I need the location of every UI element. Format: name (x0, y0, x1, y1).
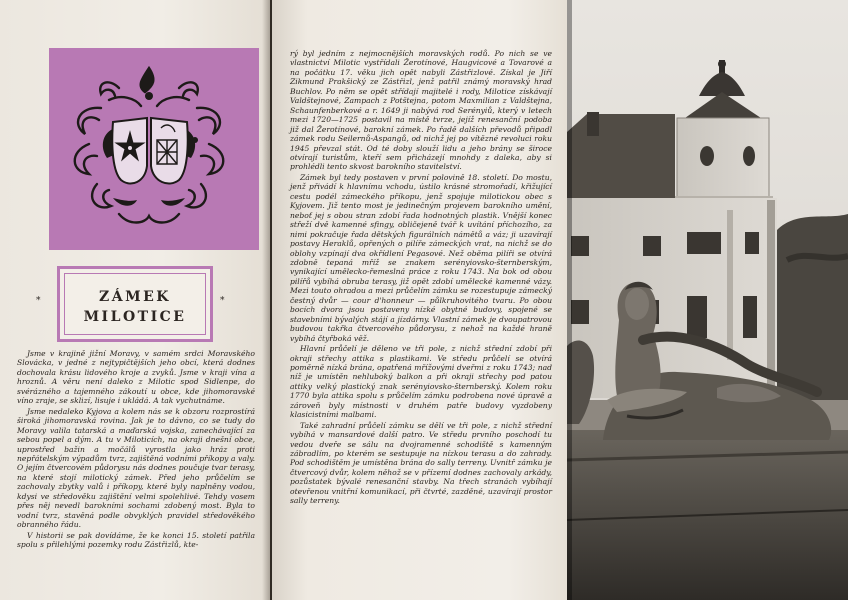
decorative-star-left: * (36, 296, 41, 306)
coat-of-arms-illustration (49, 48, 259, 250)
paragraph: Jsme nedaleko Kyjova a kolem nás se k obzoru rozprostírá široká jihomoravská rovina. Jak je to dávno, co se tudy do Moravy valila tatarská a maďarská vojska, zanechávající za sebou popel a dým. A tu v Miloticích, na okraji dnešní obce, uprostřed bažin a močálů vyrostla jako hráz proti nepřátelským výpadům tvrz, zajištěná vodními příkopy a valy. O jejím čtvercovém půdorysu nás dodnes poučuje tvar terasy, na které stojí milotický zámek. Před jeho průčelím se zachovaly zbytky valů i příkopy, které byly naplněny vodou, kdysi ve středověku zajištění velmi spolehlivé. Tehdy vosem přes něj nevedl barokními sochami zdobený most. Byla to vodní tvrz, stavěná podle obvyklých pravidel středověkého obranného řádu. (17, 406, 255, 530)
decorative-star-right: * (220, 296, 225, 306)
paragraph: rý byl jedním z nejmocnějších moravských rodů. Po nich se ve vlastnictví Milotic vystřídali Žerotínové, Haugvicové a Tovarové a na počátku 17. věku jich opět nabyli Zástřizlové. Získal je Jiří Zikmund Prakšický ze Zástřizl, jenž patřil známý moravský hrad Buchlov. Po něm se opět střídají majitelé i rody, Milotice získávají Valdštejnové, Zampach z Potštejna, potom Maxmilian z Valdštejna, Schaunfenberkové a r. 1649 ji nabývá rod Serényiů, který v letech mezi 1720—1725 postavil na místě tvrze, jejíž renesanční podoba již dal Žerotínové, barokní zámek. Po řadě dalších převodů připadl zámek rodu Seilernů-Aspangů, od nichž jej po vítězné revoluci roku 1945 převzal stát. Od té doby slouží lidu a jeho brány se široce otvírají turistům, kteří sem přicházejí mnohdy z daleka, aby si prohlédli tento skvost barokního stavitelství. (290, 49, 552, 172)
paragraph: Také zahradní průčelí zámku se dělí ve tři pole, z nichž střední vybíhá v mansardové další patro. Ve středu prvního poschodí tu vedou dveře se sálu na dvojramenné schodiště s kamenným zábradlím, po kterém se sestupuje na nízkou terasu a do zahrady. Pod schodištěm je umístěna brána do sally terreny. Uvnitř zámku je čtvercový dvůr, kolem něhož se v přízemí dodnes zachovaly arkády, pozůstatek bývalé renesanční stavby. Na třech stranách vybíhají otevřenou vnitřní komunikací, při čtvrté, zazděné, uzavírají prostor sally terreny. (290, 420, 552, 506)
left-page-text (17, 349, 255, 551)
title-line-milotice: MILOTICE (83, 309, 187, 325)
middle-page (272, 0, 567, 600)
photo-page (567, 0, 848, 600)
chateau-sphinx-photo (567, 0, 848, 600)
heraldic-emblem (49, 48, 259, 250)
title-box (57, 266, 213, 342)
middle-page-text (290, 49, 552, 507)
paragraph: Hlavní průčelí je děleno ve tři pole, z nichž střední zdobí při okraji střechy attika s plastikami. Ve středu průčelí se otvírá poměrně nízká brána, opatřená mřížovými dveřmi z roku 1743; nad níž je umístěn nehluboký balkon a při okraji střechy pod patou attiky velký plastický znak serényiovsko-šternberský. Kolem roku 1770 byla attika spolu s průčelím zámku podrobena nové úpravě a zároveň byly místnosti v druhém patře budovy vyzdobeny klasicistními malbami. (290, 344, 552, 420)
paragraph: Jsme v krajině jižní Moravy, v samém srdci Moravského Slovácka, v jedné z nejtypičtějších jeho obcí, která dodnes dochovala krásu lidového kroje a zvyků. Jsme v kraji vína a hroznů. A věru není daleko z Milotic spod Sidlenpe, do svérázného a tajemného zákoutí u obce, kde jihomoravské víno zraje, se sklizí, lisuje i ukládá. A tak vychutnáme. (17, 349, 255, 406)
left-page (0, 0, 270, 600)
paragraph: Zámek byl tedy postaven v první polovině 18. století. Do mostu, jenž přivádí k hlavnímu vchodu, ústilo krásné stromořadí, křižující cestu podél zámeckého příkopu, jenž spojuje milotickou obec s Kyjovem. Již tento most je jedinečným projevem barokního umění, neboť jej s obou stran zdobí řada hodnotných plastik. Vnější konec střeží dvě kamenné sfingy, obličejeně tvář k uvítání příchozího, za nimi pokračuje řada dětských figurálních námětů a váz; ji uzavírají postavy Heraklů, opřených o pilíře zámeckých vrat, na nichž se do oblohy vzpínají dva okřídlení Pegasové. Než oběma pilíři se otvírá zdobně tepaná mříž se znakem serényiovsko-šternberským, vynikající umělecko-řemeslná práce z roku 1743. Na bok od obou pilířů vybíhá obruba terasy, již opět zdobí umělecké kamenné vázy. Mezi touto ohradou a mezi průčelím zámku se rozestupuje zámecký čestný dvůr — cour d'honneur — půlkruhovitého tvaru. Po obou bocích dvora jsou postaveny nízké obytné budovy, spojené se stavebními bývalých stájí a jízdárny. Vlastní zámek je dvoupatrovou budovou takřka čtvercového půdorysu, z nehož na každé hraně vybíhá čtyřboká věž. (290, 172, 552, 343)
paragraph: V historii se pak dovídáme, že ke konci 15. století patřila spolu s přilehlými pozemky rodu Zástřizlů, kte- (17, 530, 255, 550)
title-line-zamek: ZÁMEK (99, 289, 171, 305)
